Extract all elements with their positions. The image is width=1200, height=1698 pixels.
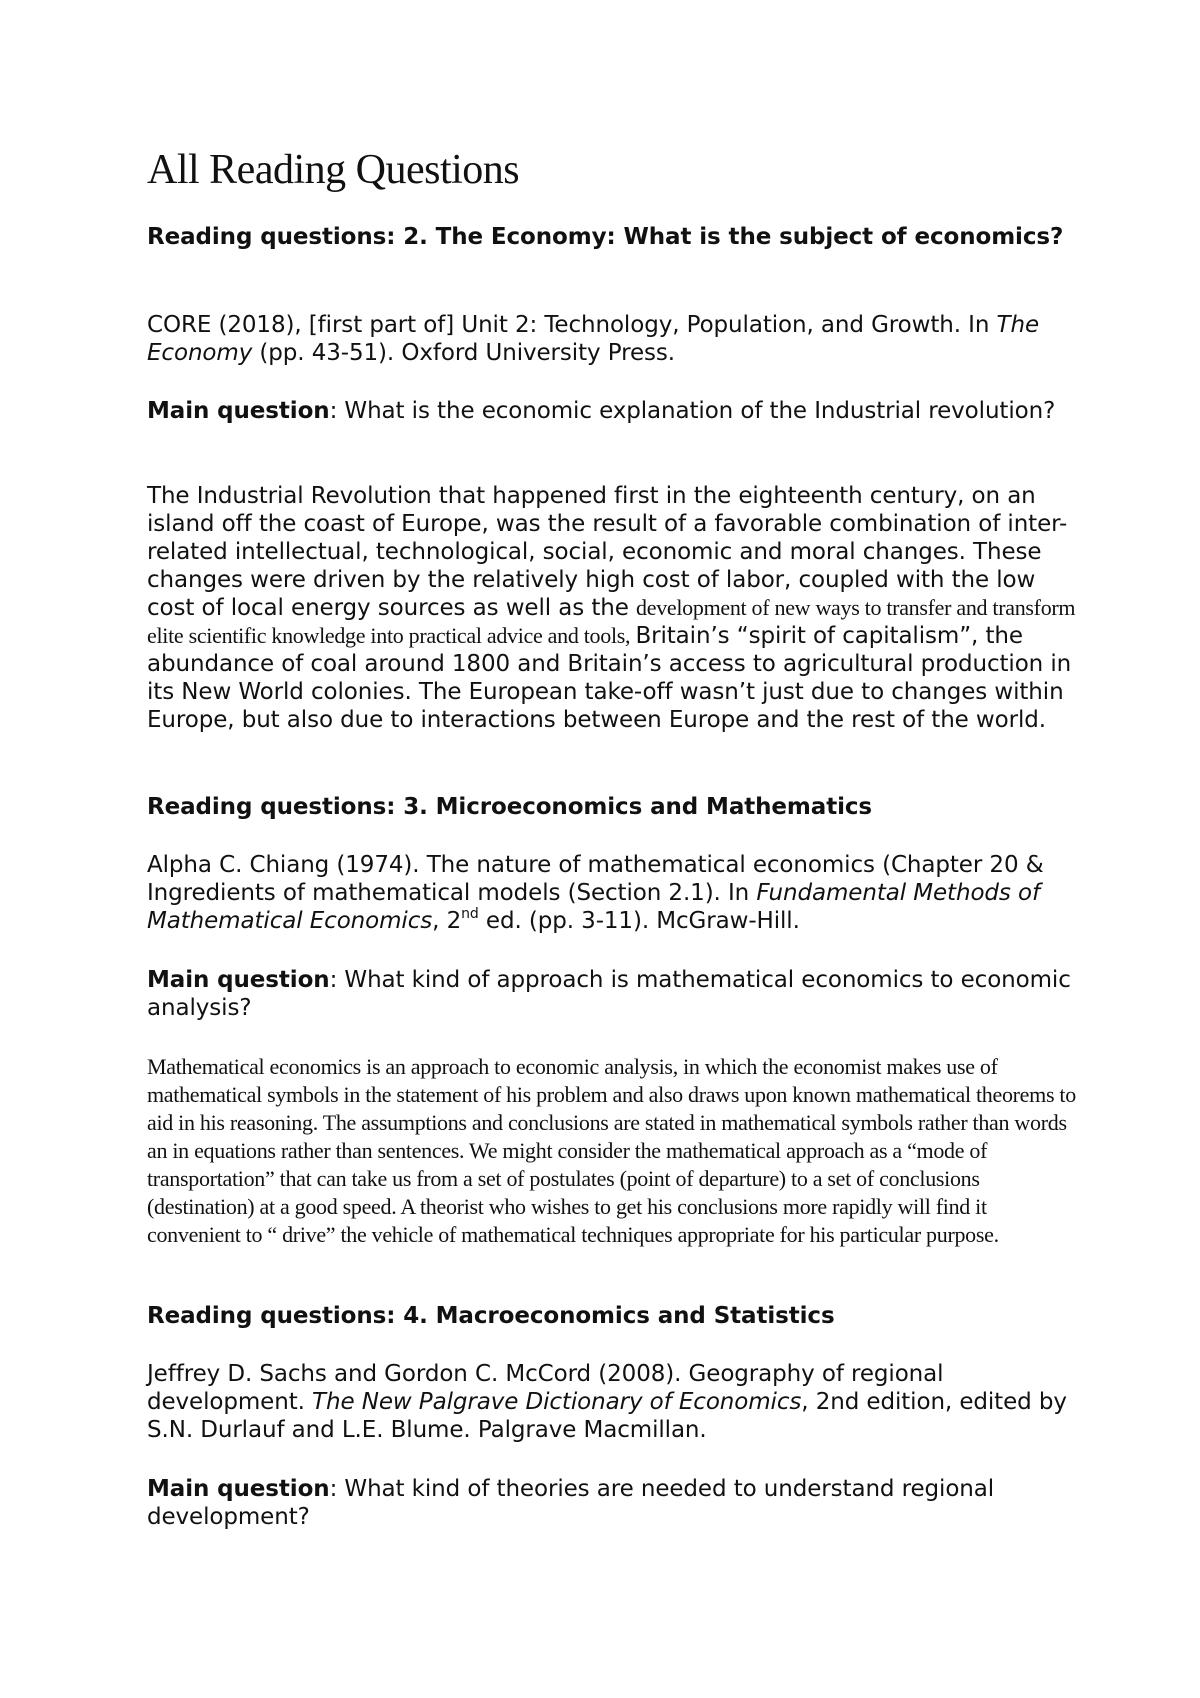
reference-title: The Economy: [147, 312, 1040, 366]
main-question-microeconomics: [147, 966, 1077, 1022]
main-question-economy: [147, 397, 1077, 425]
reference-text: CORE (2018), [first part of] Unit 2: Technology, Population, and Growth. In: [147, 312, 997, 338]
reference-superscript: nd: [461, 906, 479, 922]
reference-sachs: [147, 1360, 1077, 1444]
main-question-label: Main question: [147, 1476, 330, 1502]
main-question-text: : What is the economic explanation of the Industrial revolution?: [329, 398, 1056, 424]
reference-text: ed. (pp. 3-11). McGraw-Hill.: [478, 908, 800, 934]
reference-text: Jeffrey D. Sachs and Gordon C. McCord (2008). Geography of regional development.: [147, 1361, 944, 1415]
reference-text: (pp. 43-51). Oxford University Press.: [252, 340, 675, 366]
reference-core: [147, 311, 1077, 367]
section-heading-microeconomics: Reading questions: 3. Microeconomics and Mathematics: [147, 794, 873, 820]
answer-text: Britain’s “spirit of capitalism”, the abundance of coal around 1800 and Britain’s access to agricultural production in its New World colonies. The European take-off wasn’t just due to changes within Europe, but also due to interactions between Europe and the rest of the world.: [147, 623, 1072, 733]
document-title: All Reading Questions: [147, 147, 520, 193]
answer-economy: [147, 482, 1077, 734]
answer-microeconomics: Mathematical economics is an approach to economic analysis, in which the economist makes use of mathematical symbols in the statement of his problem and also draws upon known mathematical theorems to aid in his reasoning. The assumptions and conclusions are stated in mathematical symbols rather than words an in equations rather than sentences. We might consider the mathematical approach as a “mode of transportation” that can take us from a set of postulates (point of departure) to a set of conclusions (destination) at a good speed. A theorist who wishes to get his conclusions more rapidly will find it convenient to “ drive” the vehicle of mathematical techniques appropriate for his particular purpose.: [147, 1054, 1076, 1247]
answer-text: The Industrial Revolution that happened first in the eighteenth century, on an island off the coast of Europe, was the result of a favorable combination of inter-related intellectual, technological, social, economic and moral changes. These changes were driven by the relatively high cost of labor, coupled with the low cost of local energy sources as well as the: [147, 483, 1068, 621]
section-heading-macroeconomics: Reading questions: 4. Macroeconomics and Statistics: [147, 1303, 835, 1329]
answer-text-serif: development of new ways to transfer and transform elite scientific knowledge into practical advice and tools,: [147, 595, 1076, 648]
main-question-label: Main question: [147, 398, 330, 424]
reference-text: Alpha C. Chiang (1974). The nature of mathematical economics (Chapter 20 & Ingredients of mathematical models (Section 2.1). In: [147, 852, 1044, 906]
main-question-macroeconomics: [147, 1475, 1077, 1531]
reference-title: The New Palgrave Dictionary of Economics: [312, 1389, 802, 1415]
reference-chiang: [147, 851, 1077, 935]
main-question-text: : What kind of theories are needed to understand regional development?: [147, 1476, 995, 1530]
main-question-text: : What kind of approach is mathematical economics to economic analysis?: [147, 967, 1071, 1021]
main-question-label: Main question: [147, 967, 330, 993]
reference-text: , 2nd edition, edited by S.N. Durlauf and L.E. Blume. Palgrave Macmillan.: [147, 1389, 1067, 1443]
reference-text: , 2: [432, 908, 462, 934]
section-heading-economy: Reading questions: 2. The Economy: What is the subject of economics?: [147, 224, 1064, 250]
reference-title: Fundamental Methods of Mathematical Economics: [147, 880, 1040, 934]
